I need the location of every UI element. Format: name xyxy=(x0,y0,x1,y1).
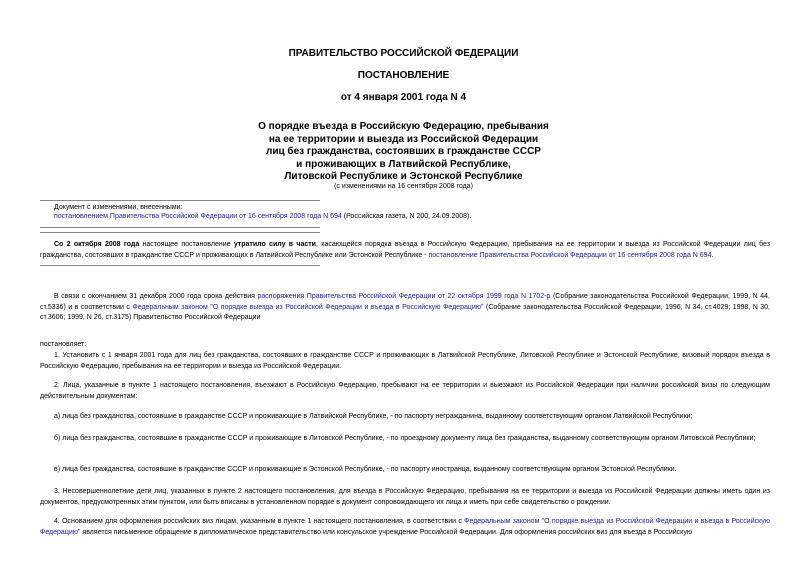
text: является письменное обращение в дипломатическое представительство или консульское учреждение Российской Федерации. Для оформления российских виз для въезда в Российскую xyxy=(80,528,693,536)
paragraph-1: 1. Установить с 1 января 2001 года для лиц без гражданства, состоявших в гражданстве СССР и проживающих в Латвийской Республике, Литовской Республике и Эстонской Республике, визовый порядок въезда в Российскую Федерацию, пребывания на ее территории и выезда из Российской Федерации. xyxy=(40,352,770,370)
title-line: Литовской Республике и Эстонской Республике xyxy=(284,171,523,182)
federal-law-link-2[interactable]: Федеральным законом "О порядке выезда из Российской Федерации и въезда в Российскую Федерацию" xyxy=(40,518,770,536)
title-line: О порядке въезда в Российскую Федерацию, пребывания xyxy=(258,121,549,132)
government-heading: ПРАВИТЕЛЬСТВО РОССИЙСКОЙ ФЕДЕРАЦИИ xyxy=(288,48,519,59)
amendment-note: (с изменениями на 16 сентября 2008 года) xyxy=(334,183,473,190)
document-type: ПОСТАНОВЛЕНИЕ xyxy=(357,70,450,81)
divider xyxy=(40,200,320,201)
text: , касающейся порядка въезда в Российскую Федерацию, пребывания на ее территории и выезда из Российской Федерации лиц без гражданства, состоявших в гражданстве СССР и проживающих в Латвийской Республике или Эстонской Республике - xyxy=(40,241,770,259)
paragraph-4 xyxy=(40,517,770,538)
divider xyxy=(40,227,320,228)
text: настоящее постановление xyxy=(139,241,234,248)
paragraph-3: 3. Несовершеннолетние дети лиц, указанных в пункте 2 настоящего постановления, для въезда в Российскую Федерацию, пребывания на ее территории и выезда из Российской Федерации должны иметь один из документов, предусмотренных этим пунктом, или быть вписаны в установленном порядке в документ сопровождающего их лица и иметь при себе свидетельство о рождении. xyxy=(40,488,770,506)
federal-law-link[interactable]: Федеральным законом "О порядке выезда из Российской Федерации и въезда в Российскую Федерацию" xyxy=(132,303,484,311)
amending-decree-link[interactable]: постановлением Правительства Российской Федерации от 16 сентября 2008 года N 694 xyxy=(54,213,342,220)
divider xyxy=(40,232,320,233)
title-line: лиц без гражданства, состоявших в гражданстве СССР xyxy=(266,146,541,157)
changes-box xyxy=(54,203,774,221)
document-date-number: от 4 января 2001 года N 4 xyxy=(340,92,467,103)
paragraph-2a: а) лица без гражданства, состоявшие в гражданстве СССР и проживающие в Латвийской Республике, - по паспорту негражданина, выданному соответствующим органом Латвийской Республики; xyxy=(54,413,693,420)
paragraph-2b: б) лица без гражданства, состоявшие в гражданстве СССР и проживающие в Литовской Республике, - по проездному документу лица без гражданства, выданному соответствующим органом Литовской Республики; xyxy=(54,435,756,442)
text: (Собрание законодательства Российской Федерации, 1999, N 44, ст.5336) и в соответствии с xyxy=(40,293,770,311)
invalid-part: утратило силу в части xyxy=(233,241,316,248)
paragraph-2: 2. Лица, указанные в пункте 1 настоящего постановления, въезжают в Российскую Федерацию, пребывают на ее территории и выезжают из Российской Федерации при наличии российской визы по следующим действительным документам: xyxy=(40,382,770,400)
changes-label: Документ с изменениями, внесенными: xyxy=(54,204,183,211)
changes-source xyxy=(54,212,774,221)
text: 4. Основанием для оформления российских виз лицам, указанным в пункте 1 настоящего постановления, в соответствии с xyxy=(54,518,465,525)
invalidation-notice xyxy=(40,240,770,261)
paragraph-2c: в) лица без гражданства, состоявшие в гражданстве СССР и проживающие в Эстонской Республике, - по паспорту иностранца, выданному соответствующим органом Эстонской Республики. xyxy=(54,466,677,473)
decides: постановляет: xyxy=(40,341,87,348)
invalid-date: Со 2 октября 2008 года xyxy=(54,241,140,248)
text: (Собрание законодательства Российской Федерации, 1996, N 34, ст.4029; 1998, N 30, ст.3606; 1999, N 26, ст.3175) Правительство Российской Федерации xyxy=(40,303,770,321)
document-title xyxy=(200,121,607,184)
divider xyxy=(40,265,320,266)
title-line: на ее территории и выезда из Российской Федерации xyxy=(268,133,539,145)
changes-source-tail: (Российская газета, N 200, 24.09.2008). xyxy=(341,213,472,220)
invalidating-decree-link[interactable]: постановление Правительства Российской Федерации от 16 сентября 2008 года N 694 xyxy=(428,251,712,259)
preamble xyxy=(40,292,770,324)
text: . xyxy=(711,251,714,259)
order-1702-link[interactable]: распоряжения Правительства Российской Федерации от 22 октября 1999 года N 1702-р xyxy=(257,293,551,300)
title-line: и проживающих в Латвийской Республике, xyxy=(296,158,511,170)
text: В связи с окончанием 31 декабря 2000 года срока действия xyxy=(54,293,258,300)
